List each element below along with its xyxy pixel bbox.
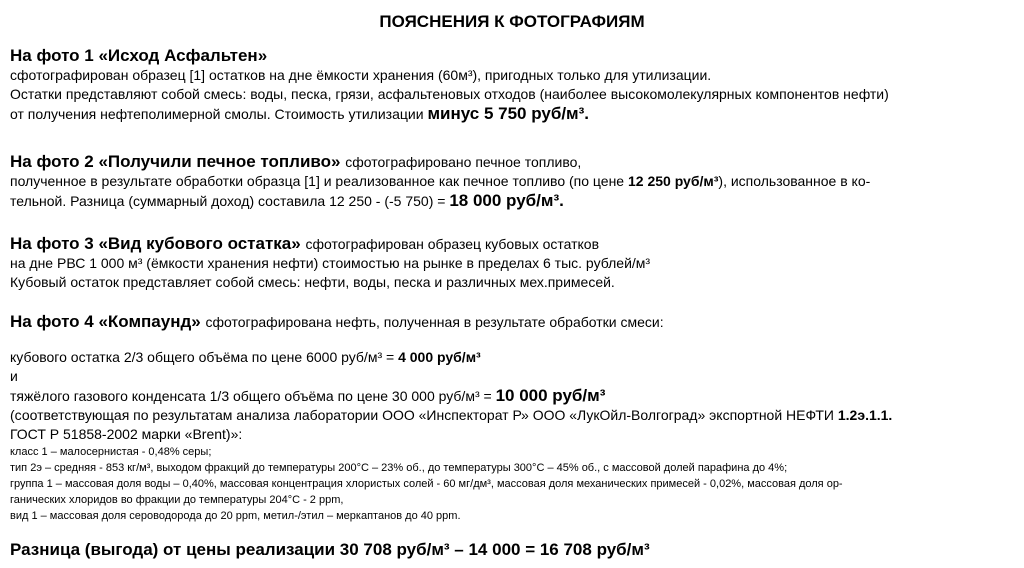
photo4-line1-text: кубового остатка 2/3 общего объёма по цене 6000 руб/м³ = — [10, 349, 395, 365]
photo4-heading: На фото 4 «Компаунд» — [10, 312, 201, 331]
photo4-line4 — [10, 406, 1014, 425]
photo4-heading-tail: сфотографирована нефть, полученная в результате обработки смеси: — [205, 314, 664, 330]
photo2-line1 — [10, 172, 1014, 191]
photo3-heading-line — [10, 234, 1014, 254]
photo4-line3-text: тяжёлого газового конденсата 1/3 общего объёма по цене 30 000 руб/м³ = — [10, 388, 492, 404]
photo4-heading-line — [10, 312, 1014, 332]
photo4-residue-value: 4 000 руб/м³ — [398, 349, 481, 365]
photo2-line1-a: полученное в результате обработки образца [1] и реализованное как печное топливо (по цене — [10, 173, 625, 189]
photo3-heading: На фото 3 «Вид кубового остатка» — [10, 234, 301, 253]
photo2-section — [10, 152, 1014, 211]
photo3-line1: на дне РВС 1 000 м³ (ёмкости хранения нефти) стоимостью на рынке в пределах 6 тыс. рублей/м³ — [10, 255, 651, 271]
photo4-grade: 1.2э.1.1. — [837, 407, 893, 423]
result-section — [10, 540, 1014, 560]
photo1-line3-text: от получения нефтеполимерной смолы. Стоимость утилизации — [10, 106, 424, 122]
photo4-line1 — [10, 348, 1014, 367]
photo2-heading: На фото 2 «Получили печное топливо» — [10, 152, 341, 171]
photo2-heading-tail: сфотографировано печное топливо, — [345, 154, 582, 170]
photo4-line2: и — [10, 368, 18, 384]
photo2-income-value: 18 000 руб/м³. — [449, 191, 564, 210]
photo2-line2-text: тельной. Разница (суммарный доход) составила 12 250 - (-5 750) = — [10, 193, 446, 209]
photo3-heading-tail: сфотографирован образец кубовых остатков — [305, 236, 600, 252]
spec-line-4: ганических хлоридов во фракции до температуры 204°С - 2 ppm, — [10, 494, 344, 506]
photo4-line5: ГОСТ Р 51858-2002 марки «Brent)»: — [10, 426, 243, 442]
spec-line-1: класс 1 – малосернистая - 0,48% серы; — [10, 446, 212, 458]
photo2-heading-line — [10, 152, 1014, 172]
page-title: ПОЯСНЕНИЯ К ФОТОГРАФИЯМ — [379, 12, 645, 31]
spec-line-3: группа 1 – массовая доля воды – 0,40%, массовая концентрация хлористых солей - 60 мг/дм³, массовая доля механических примесей - 0,02%, массовая доля ор- — [10, 478, 843, 490]
photo4-line4-a: (соответствующая по результатам анализа лаборатории ООО «Инспекторат Р» ООО «ЛукОйл-Волгоград» экспортной НЕФТИ — [10, 407, 834, 423]
photo4-condensate-value: 10 000 руб/м³ — [495, 386, 606, 405]
photo2-price: 12 250 руб/м³ — [627, 173, 719, 189]
photo4-section — [10, 312, 1014, 332]
photo1-line3 — [10, 104, 1014, 124]
photo4-line3 — [10, 386, 1014, 406]
photo4-details — [10, 348, 1014, 524]
photo1-section — [10, 46, 1014, 124]
photo1-line1: сфотографирован образец [1] остатков на дне ёмкости хранения (60м³), пригодных только для утилизации. — [10, 67, 712, 83]
photo2-line1-b: ), использованное в ко- — [718, 173, 871, 189]
spec-line-5: вид 1 – массовая доля сероводорода до 20 ppm, метил-/этил – меркаптанов до 40 ppm. — [10, 510, 461, 522]
photo3-section — [10, 234, 1014, 292]
result-line: Разница (выгода) от цены реализации 30 708 руб/м³ – 14 000 = 16 708 руб/м³ — [10, 540, 650, 559]
photo3-line2: Кубовый остаток представляет собой смесь: нефти, воды, песка и различных мех.примесей. — [10, 274, 615, 290]
photo1-cost-value: минус 5 750 руб/м³. — [427, 104, 590, 123]
photo1-line2: Остатки представляют собой смесь: воды, песка, грязи, асфальтеновых отходов (наиболее высокомолекулярных компонентов нефти) — [10, 86, 889, 102]
photo2-line2 — [10, 191, 1014, 211]
spec-line-2: тип 2э – средняя - 853 кг/м³, выходом фракций до температуры 200°С – 23% об., до температуры 300°С – 45% об., с массовой долей парафина до 4%; — [10, 462, 788, 474]
photo1-heading: На фото 1 «Исход Асфальтен» — [10, 46, 268, 65]
